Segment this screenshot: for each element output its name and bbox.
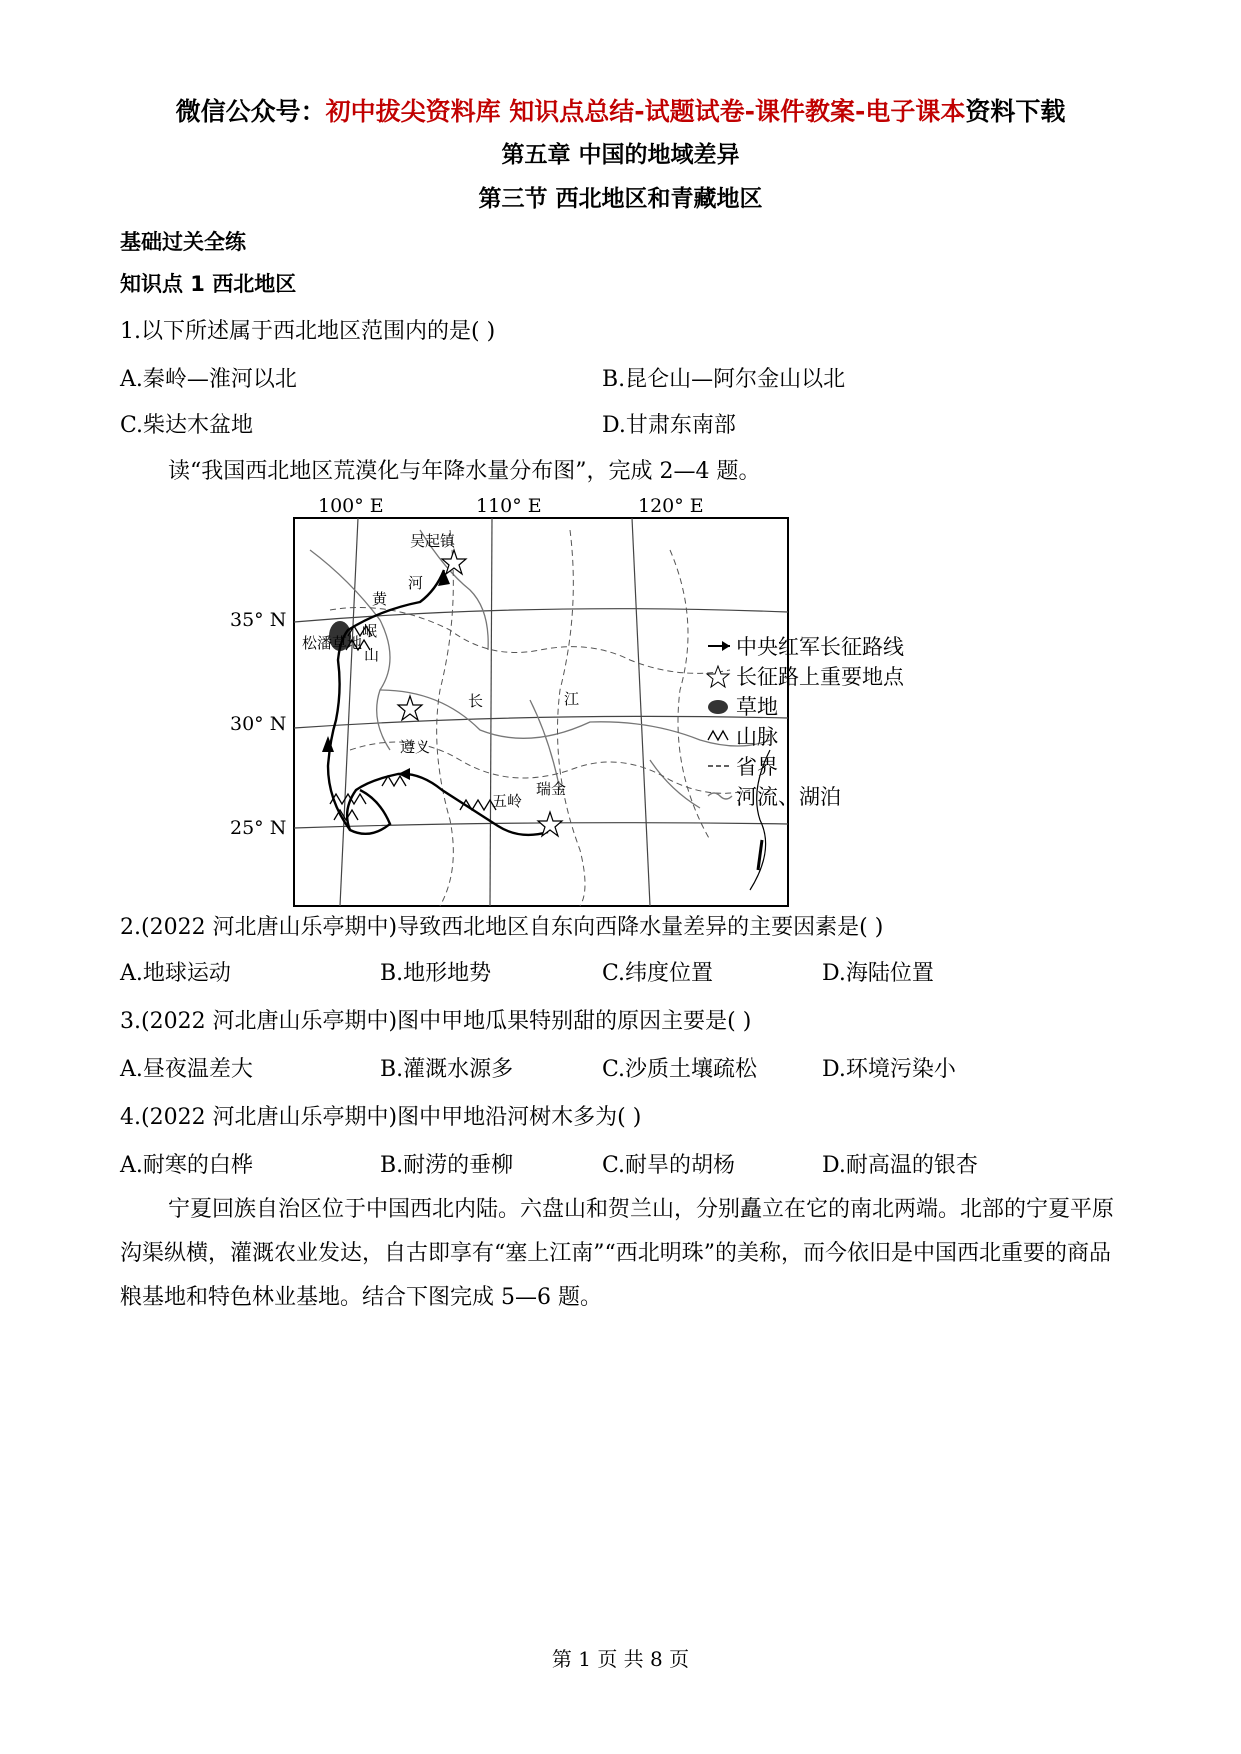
q2-option-d: D.海陆位置 — [822, 961, 934, 986]
ningxia-passage: 宁夏回族自治区位于中国西北内陆。六盘山和贺兰山，分别矗立在它的南北两端。北部的宁夏平原沟渠纵横，灌溉农业发达，自古即享有“塞上江南”“西北明珠”的美称，而今依旧是中国西北重要的商品粮基地和特色林业基地。结合下图完成 5—6 题。 — [120, 1197, 1115, 1310]
lon-label-110: 110° E — [476, 495, 542, 517]
legend-border: 省界 — [736, 755, 778, 779]
legend-mountain: 山脉 — [736, 725, 778, 749]
section-title: 第三节 西北地区和青藏地区 — [478, 186, 763, 212]
place-shan: 山 — [364, 646, 380, 664]
question-1-stem: 1.以下所述属于西北地区范围内的是( ) — [120, 319, 496, 344]
q3-option-b: B.灌溉水源多 — [380, 1057, 514, 1082]
q3-option-d: D.环境污染小 — [822, 1057, 956, 1082]
lon-label-120: 120° E — [638, 495, 704, 517]
place-chang: 长 — [468, 692, 484, 710]
q3-option-a: A.昼夜温差大 — [120, 1057, 253, 1082]
q1-option-a: A.秦岭—淮河以北 — [120, 367, 297, 392]
q4-option-b: B.耐涝的垂柳 — [380, 1153, 514, 1178]
map-intro: 读“我国西北地区荒漠化与年降水量分布图”，完成 2—4 题。 — [168, 459, 761, 484]
page-header — [0, 92, 1241, 128]
place-wuling: 五岭 — [492, 792, 523, 810]
q4-option-c: C.耐旱的胡杨 — [602, 1153, 736, 1178]
header-prefix: 微信公众号： — [175, 97, 326, 126]
place-he: 河 — [408, 574, 424, 592]
q1-option-c: C.柴达木盆地 — [120, 413, 254, 438]
place-zunyi: 遵义 — [400, 738, 431, 756]
q2-option-a: A.地球运动 — [120, 961, 231, 986]
chapter-title: 第五章 中国的地域差异 — [501, 142, 740, 168]
legend-site: 长征路上重要地点 — [736, 665, 904, 689]
q2-option-c: C.纬度位置 — [602, 961, 714, 986]
place-songpan: 松潘草地 — [302, 634, 363, 652]
header-highlight: 初中拔尖资料库 知识点总结-试题试卷-课件教案-电子课本 — [325, 97, 966, 126]
q3-option-c: C.沙质土壤疏松 — [602, 1057, 758, 1082]
q1-option-b: B.昆仑山—阿尔金山以北 — [602, 367, 846, 392]
lat-label-35: 35° N — [230, 609, 287, 631]
long-march-map — [230, 490, 1010, 910]
legend-route: 中央红军长征路线 — [736, 635, 904, 659]
legend-grassland: 草地 — [736, 695, 778, 719]
place-wuqi: 吴起镇 — [410, 532, 456, 550]
q1-option-d: D.甘肃东南部 — [602, 413, 736, 438]
lon-label-100: 100° E — [318, 495, 384, 517]
place-jiang: 江 — [564, 690, 580, 708]
question-3-stem: 3.(2022 河北唐山乐亭期中)图中甲地瓜果特别甜的原因主要是( ) — [120, 1009, 752, 1034]
lat-label-25: 25° N — [230, 817, 287, 839]
question-2-stem: 2.(2022 河北唐山乐亭期中)导致西北地区自东向西降水量差异的主要因素是( ) — [120, 915, 884, 940]
place-ruijin: 瑞金 — [536, 780, 567, 798]
legend-river: 河流、湖泊 — [736, 785, 841, 809]
place-huang: 黄 — [372, 590, 388, 608]
page-footer: 第 1 页 共 8 页 — [551, 1647, 690, 1671]
q4-option-a: A.耐寒的白桦 — [120, 1153, 253, 1178]
header-suffix: 资料下载 — [965, 97, 1066, 126]
q2-option-b: B.地形地势 — [380, 961, 492, 986]
question-4-stem: 4.(2022 河北唐山乐亭期中)图中甲地沿河树木多为( ) — [120, 1105, 642, 1130]
lat-label-30: 30° N — [230, 713, 287, 735]
q4-option-d: D.耐高温的银杏 — [822, 1153, 978, 1178]
knowledge-point-heading: 知识点 1 西北地区 — [120, 272, 297, 296]
place-min: 岷 — [362, 622, 378, 640]
practice-heading: 基础过关全练 — [120, 230, 246, 254]
